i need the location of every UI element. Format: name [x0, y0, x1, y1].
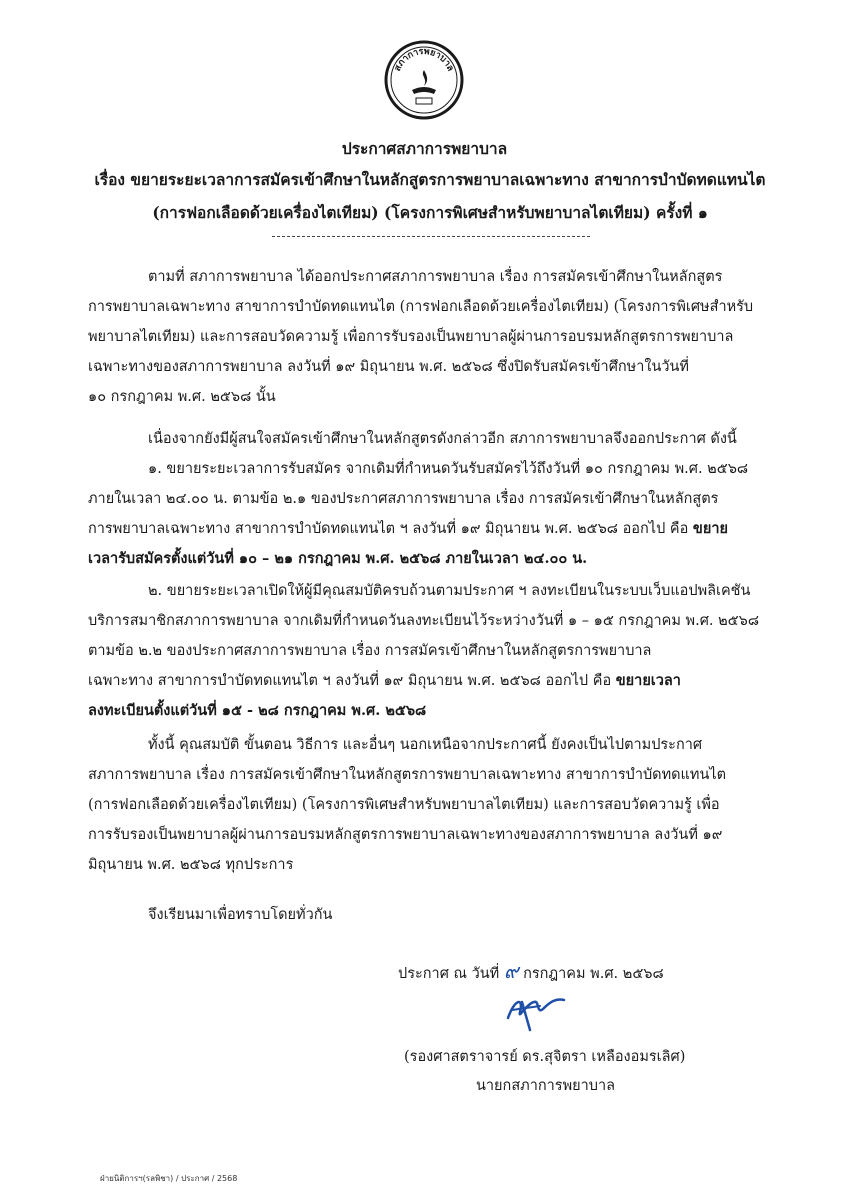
item-1-line: [88, 514, 758, 544]
paragraph-3: [88, 730, 758, 880]
paragraph-1-line: พยาบาลไตเทียม) และการสอบวัดความรู้ เพื่อการรับรองเป็นพยาบาลผู้ผ่านการอบรมหลักสูตรการพยาบาล: [88, 329, 734, 345]
item-2-line: [88, 696, 758, 726]
item-1-extended-period: เวลารับสมัครตั้งแต่วันที่ ๑๐ – ๒๑ กรกฎาคม พ.ศ. ๒๕๖๘ ภายในเวลา ๒๔.๐๐ น.: [88, 550, 588, 567]
item-1-line3-text: การพยาบาลเฉพาะทาง สาขาการบำบัดทดแทนไต ฯ ลงวันที่ ๑๙ มิถุนายน พ.ศ. ๒๕๖๘ ออกไป คือ: [88, 521, 693, 537]
paragraph-1-line: ตามที่ สภาการพยาบาล ได้ออกประกาศสภาการพยาบาล เรื่อง การสมัครเข้าศึกษาในหลักสูตร: [148, 269, 723, 285]
date-prefix: ประกาศ ณ วันที่: [398, 966, 500, 982]
paragraph-3-line: (การฟอกเลือดด้วยเครื่องไตเทียม) (โครงการพิเศษสำหรับพยาบาลไตเทียม) และการสอบวัดความรู้ เพื่อ: [88, 797, 720, 813]
closing-line: จึงเรียนมาเพื่อทราบโดยทั่วกัน: [148, 907, 333, 923]
item-2-line: บริการสมาชิกสภาการพยาบาล จากเดิมที่กำหนดวันลงทะเบียนไว้ระหว่างวันที่ ๑ – ๑๕ กรกฎาคม พ.ศ. ๒๕๖๘: [88, 613, 760, 629]
signer-title: นายกสภาการพยาบาล: [476, 1078, 616, 1094]
item-2-line: ตามข้อ ๒.๒ ของประกาศสภาการพยาบาล เรื่อง การสมัครเข้าศึกษาในหลักสูตรการพยาบาล: [88, 643, 652, 659]
paragraph-2-line: เนื่องจากยังมีผู้สนใจสมัครเข้าศึกษาในหลักสูตรดังกล่าวอีก สภาการพยาบาลจึงออกประกาศ ดังนี้: [148, 431, 737, 447]
item-1-line: [88, 544, 758, 574]
item-1: [88, 454, 758, 574]
announcement-title: ประกาศสภาการพยาบาล: [341, 139, 508, 158]
paragraph-2: [88, 424, 758, 454]
seal-ring-text: สภาการพยาบาล: [392, 46, 456, 73]
signature-mark: [500, 990, 570, 1035]
signer-name: (รองศาสตราจารย์ ดร.สุจิตรา เหลืองอมรเลิศ): [404, 1049, 686, 1065]
item-2: [88, 576, 758, 726]
paragraph-1: [88, 262, 758, 412]
paragraph-1-line: เฉพาะทางของสภาการพยาบาล ลงวันที่ ๑๙ มิถุนายน พ.ศ. ๒๕๖๘ ซึ่งปิดรับสมัครเข้าศึกษาในวันที่: [88, 359, 689, 375]
paragraph-3-line: การรับรองเป็นพยาบาลผู้ผ่านการอบรมหลักสูตรการพยาบาลเฉพาะทางของสภาการพยาบาล ลงวันที่ ๑๙: [88, 827, 723, 843]
item-2-line: [88, 666, 758, 696]
item-2-registration-period: ลงทะเบียนตั้งแต่วันที่ ๑๕ - ๒๘ กรกฎาคม พ.ศ. ๒๕๖๘: [88, 702, 427, 719]
closing: [88, 900, 758, 930]
document-reference: ฝ่ายนิติการฯ(รลพิชา) / ประกาศ / 2568: [100, 1174, 238, 1183]
paragraph-3-line: ทั้งนี้ คุณสมบัติ ขั้นตอน วิธีการ และอื่นๆ นอกเหนือจากประกาศนี้ ยังคงเป็นไปตามประกาศ: [148, 737, 703, 753]
item-2-line: ๒. ขยายระยะเวลาเปิดให้ผู้มีคุณสมบัติครบถ้วนตามประกาศ ฯ ลงทะเบียนในระบบเว็บแอปพลิเคชัน: [148, 583, 751, 599]
paragraph-3-line: มิถุนายน พ.ศ. ๒๕๖๘ ทุกประการ: [88, 857, 294, 873]
paragraph-3-line: สภาการพยาบาล เรื่อง การสมัครเข้าศึกษาในหลักสูตรการพยาบาลเฉพาะทาง สาขาการบำบัดทดแทนไต: [88, 767, 727, 783]
date-day-handwritten: ๙: [503, 959, 519, 983]
paragraph-1-line: ๑๐ กรกฎาคม พ.ศ. ๒๕๖๘ นั้น: [88, 389, 276, 405]
flame-icon: [423, 70, 427, 86]
item-1-line: ภายในเวลา ๒๔.๐๐ น. ตามข้อ ๒.๑ ของประกาศสภาการพยาบาล เรื่อง การสมัครเข้าศึกษาในหลักสูตร: [88, 491, 719, 507]
item-1-line3-bold: ขยาย: [692, 520, 728, 537]
item-2-line4-text: เฉพาะทาง สาขาการบำบัดทดแทนไต ฯ ลงวันที่ ๑๙ มิถุนายน พ.ศ. ๒๕๖๘ ออกไป คือ: [88, 673, 616, 689]
subject-line-2: (การฟอกเลือดด้วยเครื่องไตเทียม) (โครงการพิเศษสำหรับพยาบาลไตเทียม) ครั้งที่ ๑: [152, 203, 708, 222]
item-1-line: ๑. ขยายระยะเวลาการรับสมัคร จากเดิมที่กำหนดวันรับสมัครไว้ถึงวันที่ ๑๐ กรกฎาคม พ.ศ. ๒๕๖๘: [148, 461, 749, 477]
subject-line-1: เรื่อง ขยายระยะเวลาการสมัครเข้าศึกษาในหลักสูตรการพยาบาลเฉพาะทาง สาขาการบำบัดทดแทนไต: [94, 170, 766, 189]
divider: [272, 236, 590, 237]
nursing-council-seal-logo: [384, 40, 464, 120]
date-suffix: กรกฎาคม พ.ศ. ๒๕๖๘: [523, 966, 664, 982]
item-2-line4-bold: ขยายเวลา: [615, 672, 681, 689]
announcement-date: [398, 955, 664, 987]
lamp-icon: [412, 87, 436, 94]
paragraph-1-line: การพยาบาลเฉพาะทาง สาขาการบำบัดทดแทนไต (การฟอกเลือดด้วยเครื่องไตเทียม) (โครงการพิเศษสำหรับ: [88, 299, 754, 315]
